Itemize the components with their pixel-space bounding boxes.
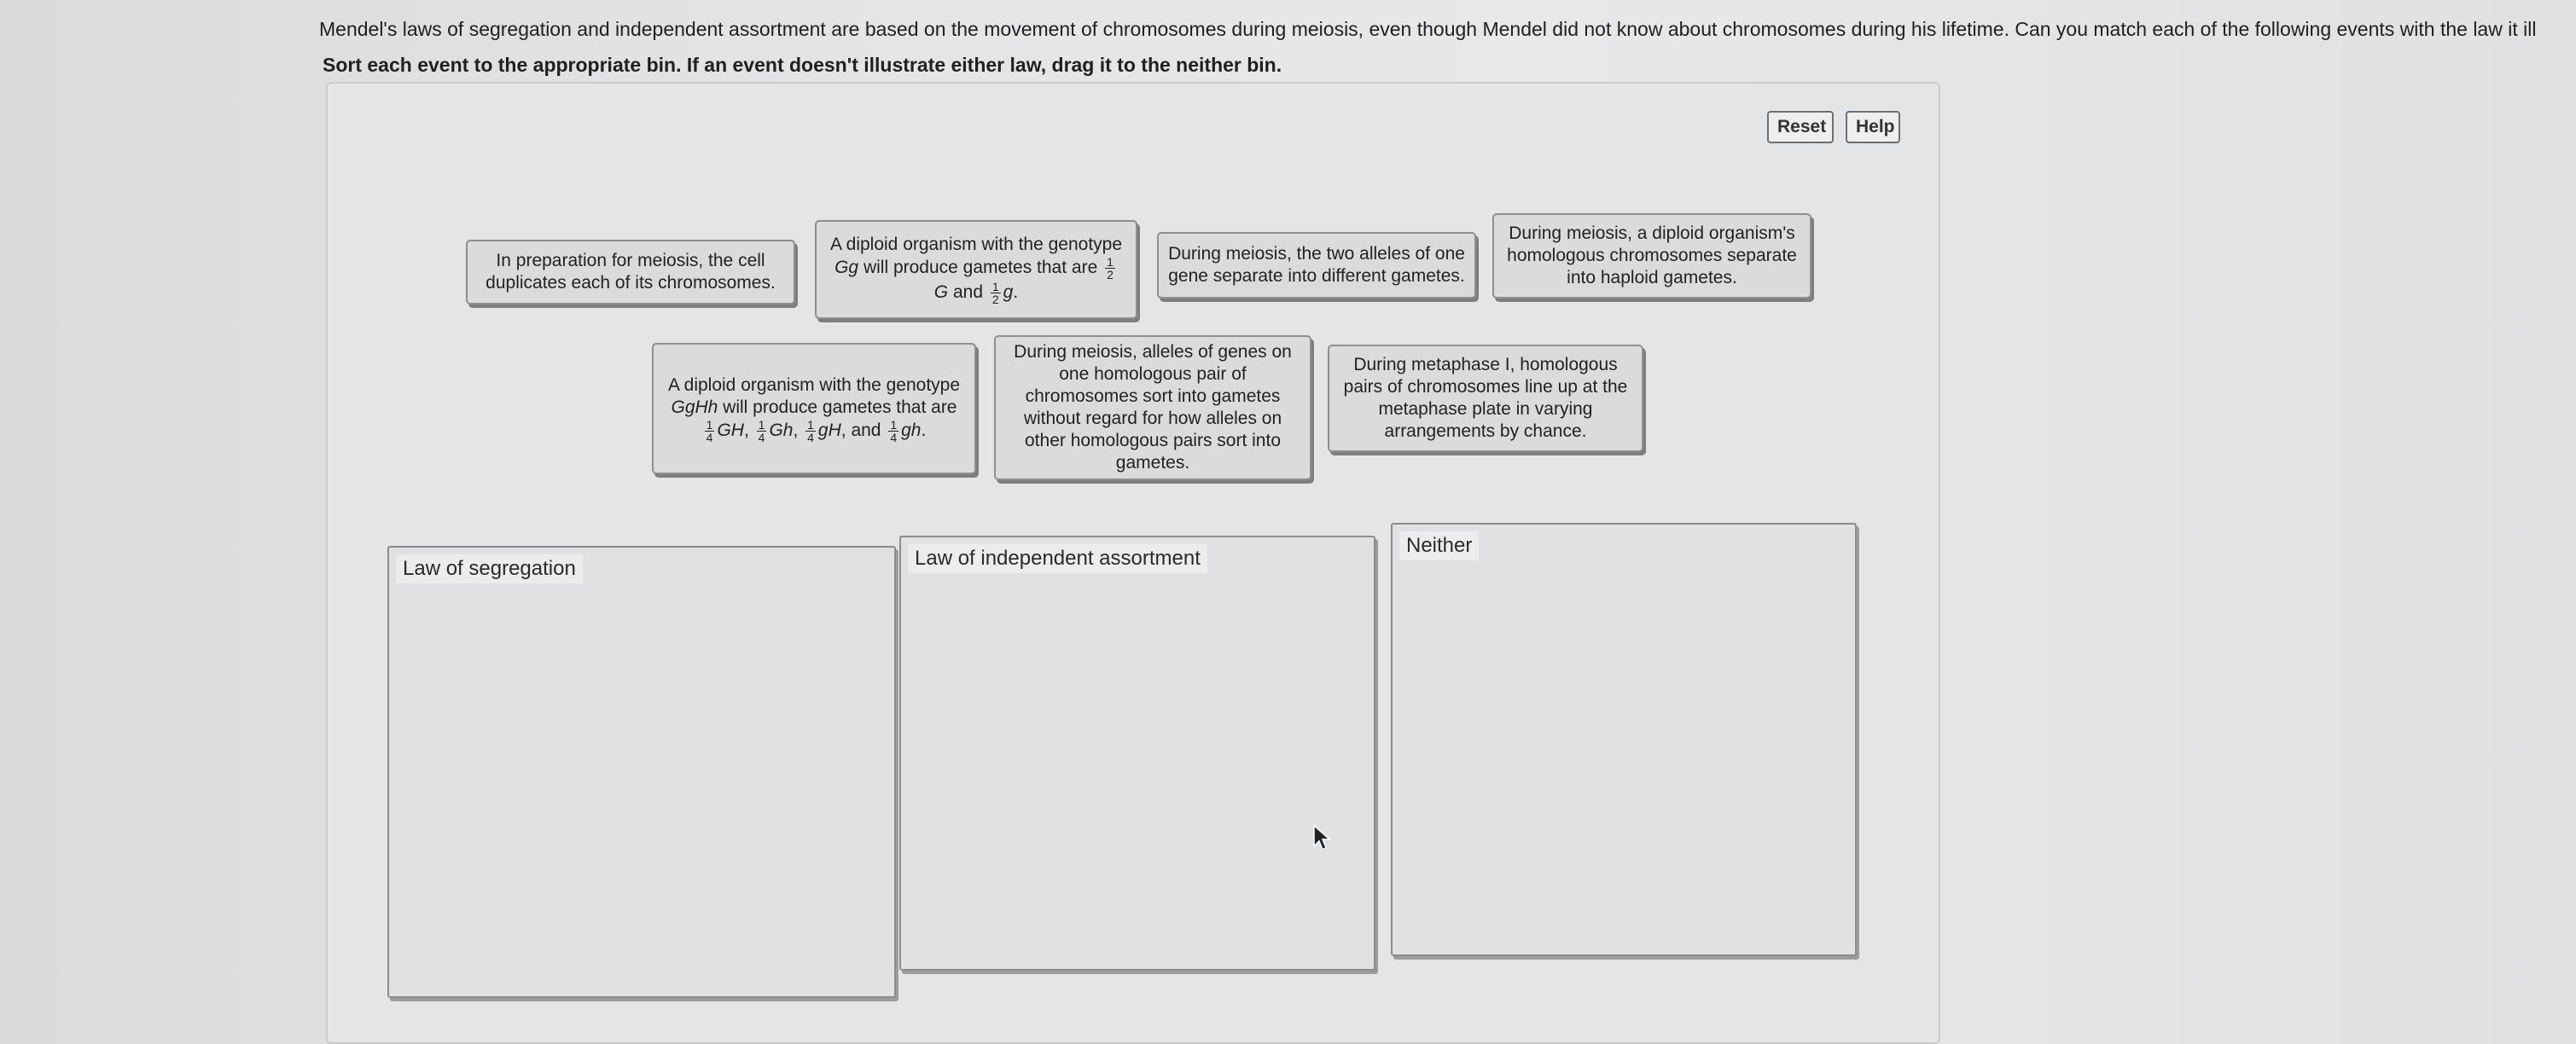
fraction-numerator: 1 [807,417,814,432]
event-card-line: A diploid organism with the genotype [667,374,961,395]
period: . [921,420,927,440]
event-card-homologous-separate[interactable] [1492,213,1811,299]
event-card-text: During metaphase I, homologous pairs of chromosomes line up at the metaphase plate in varying arrangements by chance. [1343,355,1628,441]
fraction [705,419,715,444]
event-card-text: During meiosis, a diploid organism's homologous chromosomes separate into haploid gametes. [1507,223,1797,287]
fraction-denominator: 4 [706,430,713,444]
intro-text: Mendel's laws of segregation and independent assortment are based on the movement of chromosomes during meiosis, even though Mendel did not know about chromosomes during his lifetime. Can you match each of the following events with the law it ill [319,18,2537,40]
instruction-text: Sort each event to the appropriate bin. If an event doesn't illustrate either law, drag it to the neither bin. [323,54,1282,76]
fraction-denominator: 4 [807,430,814,444]
fraction-numerator: 1 [1107,255,1114,269]
allele-text: G [933,282,949,303]
fraction-numerator: 1 [991,280,999,293]
fraction-denominator: 4 [758,430,765,444]
bin-law-of-independent-assortment[interactable] [899,536,1375,971]
separator: , [793,420,804,440]
fraction-numerator: 1 [758,417,765,432]
event-card-two-alleles[interactable] [1157,232,1476,299]
gamete-text: gh [901,420,922,440]
help-button[interactable]: Help [1846,111,1900,143]
fraction [1105,256,1115,281]
event-card-alleles-sort[interactable] [994,335,1311,480]
fraction-denominator: 2 [991,293,999,306]
fraction-denominator: 4 [890,430,898,444]
mouse-pointer-icon [1312,824,1331,851]
event-card-gg-gametes[interactable] [815,220,1137,319]
event-card-line: will produce gametes that are [718,397,957,417]
genotype-text: Gg [834,258,859,278]
fraction [991,281,1001,305]
allele-text: g [1003,282,1014,303]
event-card-text: In preparation for meiosis, the cell duplicates each of its chromosomes. [486,251,776,293]
and-text: and [948,282,988,303]
fraction-denominator: 2 [1107,268,1114,281]
reset-button[interactable]: Reset [1767,111,1834,143]
and-text: , and [840,420,887,440]
period: . [1013,282,1019,303]
gamete-text: GH [717,420,744,440]
gamete-text: Gh [769,420,794,440]
fraction [805,419,816,444]
event-card-line: A diploid organism with the genotype [829,235,1123,254]
bin-neither[interactable] [1391,523,1857,956]
event-card-text: During meiosis, the two alleles of one gene separate into different gametes. [1168,244,1465,286]
event-card-metaphase[interactable] [1328,345,1643,452]
event-card-duplicates[interactable] [466,240,795,304]
separator: , [743,420,754,440]
event-card-line: will produce gametes that are [858,258,1103,278]
genotype-text: GgHh [671,397,718,417]
gamete-text: gH [817,420,841,440]
fraction [757,419,767,444]
fraction [888,419,898,444]
bin-label: Neither [1399,531,1479,560]
bin-label: Law of independent assortment [908,544,1207,573]
event-card-gghh-gametes[interactable] [652,343,976,474]
bin-label: Law of segregation [396,554,583,583]
bin-law-of-segregation[interactable] [387,546,896,998]
fraction-numerator: 1 [706,417,713,432]
fraction-numerator: 1 [890,417,898,432]
event-card-text: During meiosis, alleles of genes on one homologous pair of chromosomes sort into gametes without regard for how alleles on other homologous pairs sort into gametes. [1014,342,1292,473]
